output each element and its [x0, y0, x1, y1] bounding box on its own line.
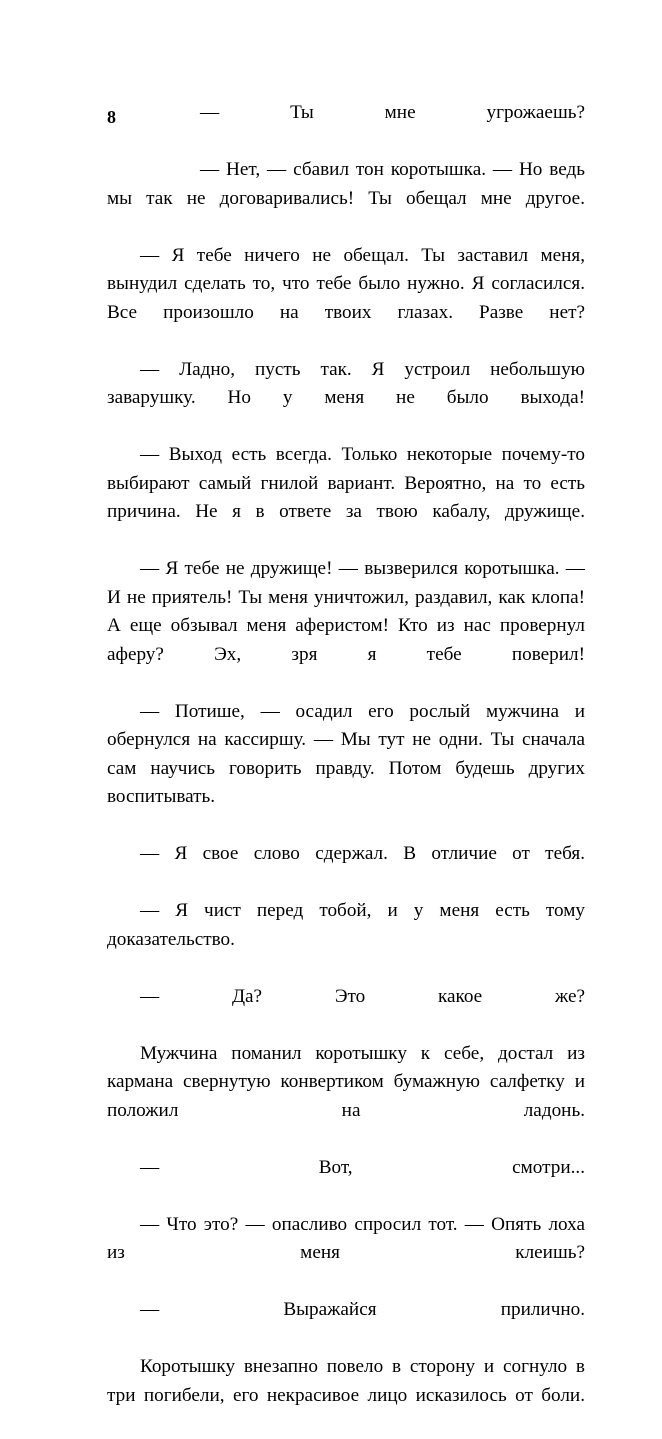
- paragraph-3: — Я тебе ничего не обещал. Ты заставил меня, вынудил сделать то, что тебе было нужно. Я согласился. Все произошло на твоих глазах. Разве нет?: [107, 244, 585, 323]
- paragraph-14: — Выражайся прилично.: [140, 1299, 585, 1320]
- paragraph-13: — Что это? — опасливо спросил тот. — Опять лоха из меня клеишь?: [107, 1213, 585, 1263]
- paragraph-9: — Я чист перед тобой, и у меня есть тому доказательство.: [107, 900, 585, 950]
- paragraph-7: — Потише, — осадил его рослый мужчина и обернулся на кассиршу. — Мы тут не одни. Ты сначала сам научись говорить правду. Потом будешь других воспитывать.: [107, 700, 585, 807]
- paragraph-10: — Да? Это какое же?: [140, 985, 585, 1007]
- paragraph-1: — Ты мне угрожаешь?: [200, 102, 585, 123]
- paragraph-2: — Нет, — сбавил тон коротышка. — Но ведь мы так не договаривались! Ты обещал мне другое.: [107, 159, 585, 209]
- paragraph-5: — Выход есть всегда. Только некоторые почему-то выбирают самый гнилой вариант. Вероятно, на то есть причина. Не я в ответе за твою кабалу, дружище.: [107, 444, 585, 522]
- paragraph-4: — Ладно, пусть так. Я устроил небольшую заварушку. Но у меня не было выхода!: [107, 358, 585, 408]
- paragraph-8: — Я свое слово сдержал. В отличие от тебя.: [140, 843, 585, 864]
- page-number: 8: [107, 107, 116, 127]
- page-text-block: [107, 99, 585, 1439]
- paragraph-12: — Вот, смотри...: [140, 1156, 585, 1178]
- paragraph-15: Коротышку внезапно повело в сторону и согнуло в три погибели, его некрасивое лицо исказилось от боли.: [107, 1356, 585, 1406]
- paragraph-11: Мужчина поманил коротышку к себе, достал из кармана свернутую конвертиком бумажную салфетку и положил на ладонь.: [107, 1042, 585, 1121]
- paragraph-6: — Я тебе не дружище! — вызверился коротышка. — И не приятель! Ты меня уничтожил, раздавил, как клопа! А еще обзывал меня аферистом! Кто из нас провернул аферу? Эх, зря я тебе поверил!: [107, 558, 585, 665]
